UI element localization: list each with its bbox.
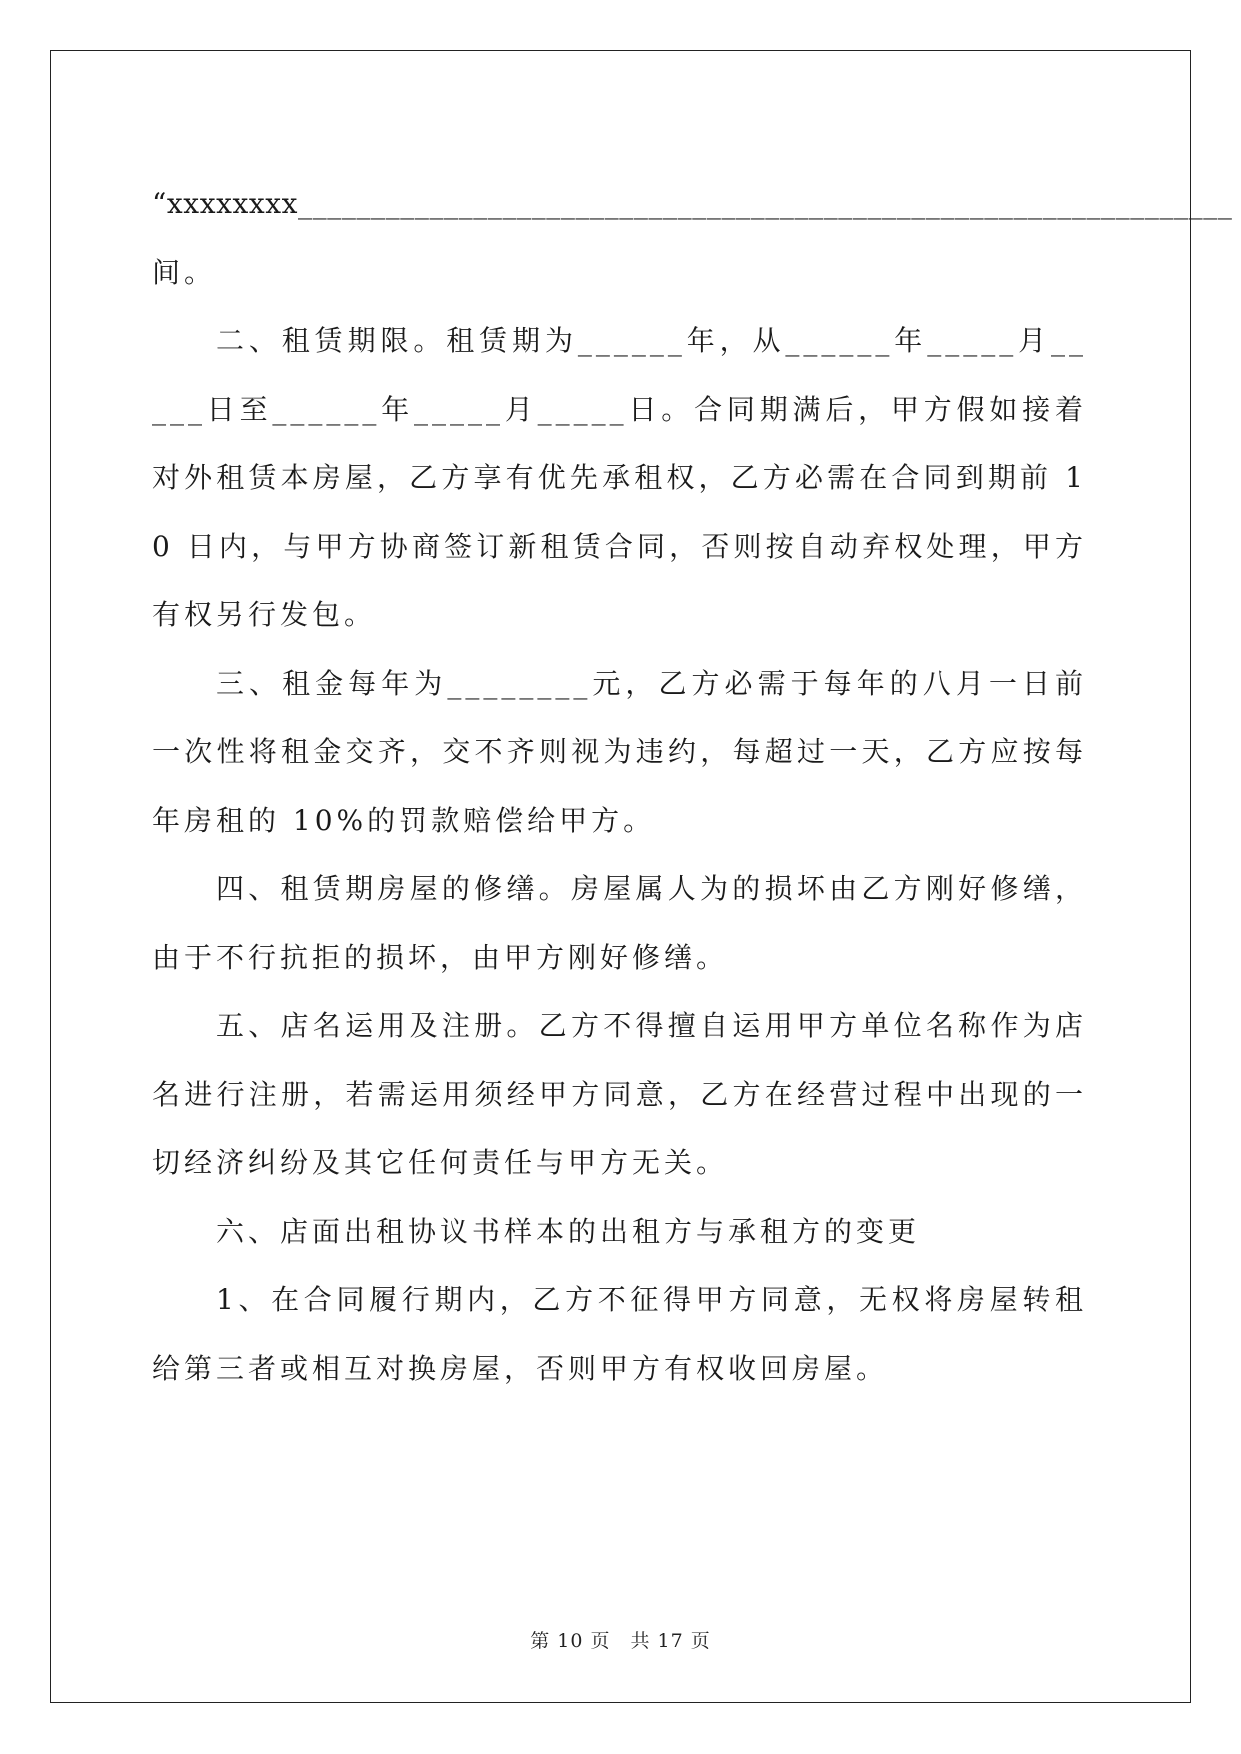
paragraph-shop-name: 五、店名运用及注册。乙方不得擅自运用甲方单位名称作为店名进行注册，若需运用须经甲方同意，乙方在经营过程中出现的一切经济纠纷及其它任何责任与甲方无关。 [152,1009,1087,1179]
paragraph-rent: 三、租金每年为________元，乙方必需于每年的八月一日前一次性将租金交齐，交不齐则视为违约，每超过一天，乙方应按每年房租的 10%的罚款赔偿给甲方。 [152,666,1087,837]
paragraph-continuation: 间。 [152,255,217,289]
document-body [152,170,1233,1403]
paragraph-party-change-heading: 六、店面出租协议书样本的出租方与承租方的变更 [216,1214,921,1248]
paragraph-lease-term: 二、租赁期限。租赁期为______年，从______年_____月_____日至______年_____月_____日。合同期满后，甲方假如接着对外租赁本房屋，乙方享有优先承租权，乙方必需在合同到期前 10 日内，与甲方协商签订新租赁合同，否则按自动弃权处理，甲方有权另行发包。 [152,324,1087,631]
page-footer: 第 10 页 共 17 页 [530,1630,711,1652]
paragraph-blank-line: “xxxxxxxx________________________________________________________________ [152,187,1233,220]
paragraph-sublease: 1、在合同履行期内，乙方不征得甲方同意，无权将房屋转租给第三者或相互对换房屋，否则甲方有权收回房屋。 [152,1283,1087,1385]
paragraph-repairs: 四、租赁期房屋的修缮。房屋属人为的损坏由乙方刚好修缮，由于不行抗拒的损坏，由甲方刚好修缮。 [152,872,1087,974]
